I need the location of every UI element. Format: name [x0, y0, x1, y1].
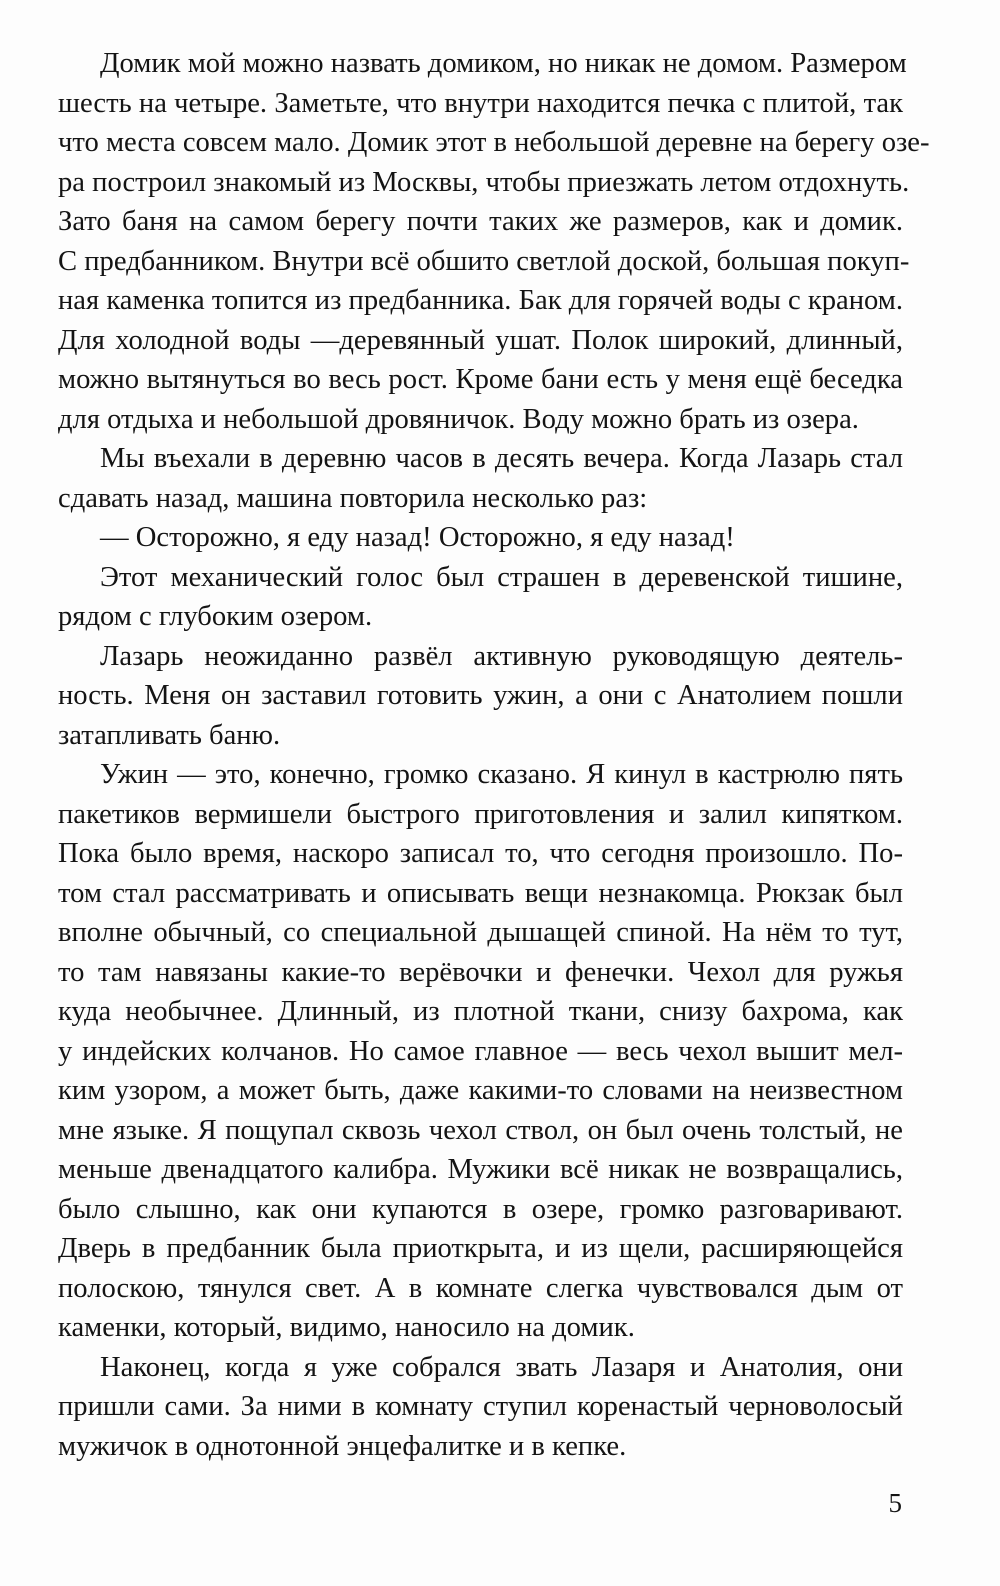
- text-line: ная каменка топится из предбанника. Бак для горячей воды с краном.: [58, 285, 903, 316]
- text-line: то там навязаны какие-то верёвочки и фенечки. Чехол для ружья: [58, 956, 903, 988]
- text-line: Мы въехали в деревню часов в десять вечера. Когда Лазарь стал: [100, 443, 903, 474]
- paragraph: [58, 439, 903, 518]
- text-line: пакетиков вермишели быстрого приготовления и залил кипятком.: [58, 798, 903, 830]
- text-line: Лазарь неожиданно развёл активную руководящую деятель-: [100, 640, 903, 672]
- text-line: ра построил знакомый из Москвы, чтобы приезжать летом отдохнуть.: [58, 166, 910, 198]
- paragraph: [58, 637, 903, 756]
- text-line: Пока было время, наскоро записал то, что сегодня произошло. По-: [58, 838, 903, 869]
- text-line: для отдыха и небольшой дровяничок. Воду можно брать из озера.: [58, 403, 859, 435]
- text-line: Этот механический голос был страшен в деревенской тишине,: [100, 561, 903, 593]
- text-line: рядом с глубоким озером.: [58, 601, 373, 632]
- paragraph: [58, 1348, 903, 1467]
- text-line: — Осторожно, я еду назад! Осторожно, я еду назад!: [100, 522, 735, 553]
- paragraph: [58, 44, 930, 439]
- page-body-text: [58, 44, 930, 1466]
- text-line: вполне обычный, со специальной дышащей спиной. На нём то тут,: [58, 917, 903, 948]
- text-line: Для холодной воды —деревянный ушат. Полок широкий, длинный,: [58, 324, 903, 356]
- text-line: Домик мой можно назвать домиком, но никак не домом. Размером: [100, 48, 907, 79]
- text-line: С предбанником. Внутри всё обшито светлой доской, большая покуп-: [58, 245, 910, 277]
- text-line: мне языке. Я пощупал сквозь чехол ствол, он был очень толстый, не: [58, 1114, 903, 1146]
- text-line: сдавать назад, машина повторила несколько раз:: [58, 482, 648, 514]
- text-line: пришли сами. За ними в комнату ступил коренастый черноволосый: [58, 1391, 903, 1422]
- text-line: каменки, который, видимо, наносило на домик.: [58, 1312, 635, 1343]
- page-number: 5: [888, 1488, 902, 1518]
- text-line: затапливать баню.: [58, 719, 281, 751]
- text-line: том стал рассматривать и описывать вещи незнакомца. Рюкзак был: [58, 877, 903, 909]
- text-line: что места совсем мало. Домик этот в небольшой деревне на берегу озе-: [58, 127, 930, 158]
- text-line: Дверь в предбанник была приоткрыта, и из щели, расширяющейся: [58, 1233, 903, 1264]
- text-line: полоскою, тянулся свет. А в комнате слегка чувствовался дым от: [58, 1272, 903, 1304]
- paragraph: [58, 755, 903, 1348]
- text-line: ность. Меня он заставил готовить ужин, а они с Анатолием пошли: [58, 680, 903, 711]
- text-line: у индейских колчанов. Но самое главное — весь чехол вышит мел-: [58, 1035, 903, 1067]
- text-line: куда необычнее. Длинный, из плотной ткани, снизу бахрома, как: [58, 996, 903, 1027]
- text-line: было слышно, как они купаются в озере, громко разговаривают.: [58, 1193, 903, 1225]
- text-line: Наконец, когда я уже собрался звать Лазаря и Анатолия, они: [100, 1351, 903, 1383]
- text-line: мужичок в однотонной энцефалитке и в кепке.: [58, 1430, 627, 1462]
- text-line: Ужин — это, конечно, громко сказано. Я кинул в кастрюлю пять: [100, 759, 903, 790]
- text-line: можно вытянуться во весь рост. Кроме бани есть у меня ещё беседка: [58, 364, 903, 395]
- text-line: ким узором, а может быть, даже какими-то словами на неизвестном: [58, 1075, 903, 1106]
- paragraph: [58, 558, 903, 637]
- text-line: Зато баня на самом берегу почти таких же размеров, как и домик.: [58, 206, 903, 237]
- paragraph: [58, 518, 903, 558]
- text-line: меньше двенадцатого калибра. Мужики всё никак не возвращались,: [58, 1154, 903, 1185]
- text-line: шесть на четыре. Заметьте, что внутри находится печка с плитой, так: [58, 87, 903, 119]
